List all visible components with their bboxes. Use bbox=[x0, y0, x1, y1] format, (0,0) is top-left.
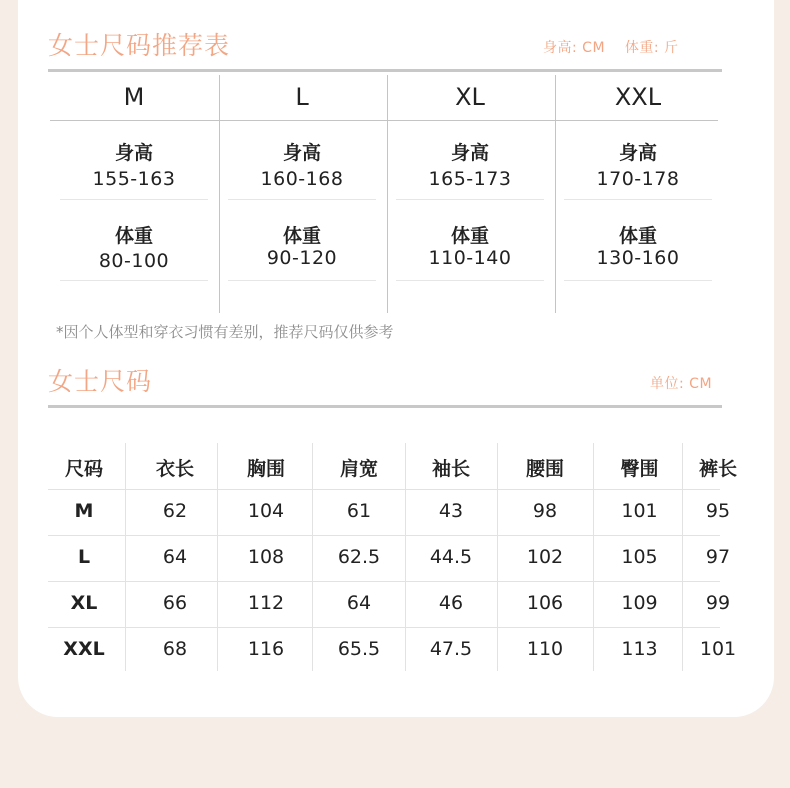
table-row-divider bbox=[48, 535, 720, 536]
row-divider bbox=[228, 199, 376, 200]
table-column-divider bbox=[497, 443, 498, 671]
table-row-divider bbox=[48, 489, 720, 490]
table-header-cell: 腰围 bbox=[525, 458, 564, 480]
size-label: L bbox=[295, 83, 309, 111]
column-divider bbox=[555, 75, 556, 313]
recommendation-units: 身高: CM 体重: 斤 bbox=[543, 40, 679, 56]
weight-range: 80-100 bbox=[98, 250, 170, 272]
height-label: 身高 bbox=[618, 142, 657, 164]
table-header-cell: 尺码 bbox=[64, 458, 103, 480]
table-cell: 95 bbox=[705, 500, 731, 522]
weight-range: 110-140 bbox=[428, 247, 512, 269]
table-cell: 62.5 bbox=[337, 546, 381, 568]
table-cell: 109 bbox=[621, 592, 658, 614]
row-divider bbox=[396, 199, 544, 200]
table-column-divider bbox=[682, 443, 683, 671]
table-header-cell: 衣长 bbox=[155, 458, 194, 480]
height-label: 身高 bbox=[450, 142, 489, 164]
table-column-divider bbox=[405, 443, 406, 671]
table-header-cell: 袖长 bbox=[431, 458, 470, 480]
table-cell: 102 bbox=[526, 546, 564, 568]
size-label: XL bbox=[455, 83, 485, 111]
weight-range: 90-120 bbox=[266, 247, 338, 269]
weight-label: 体重 bbox=[618, 225, 657, 247]
size-chart-rule bbox=[48, 405, 722, 408]
size-label: XXL bbox=[614, 83, 662, 111]
table-header-cell: 裤长 bbox=[698, 458, 737, 480]
table-cell: 43 bbox=[438, 500, 464, 522]
weight-range: 130-160 bbox=[596, 247, 680, 269]
table-column-divider bbox=[312, 443, 313, 671]
table-cell: 61 bbox=[346, 500, 372, 522]
weight-label: 体重 bbox=[114, 225, 153, 247]
table-row-divider bbox=[48, 627, 720, 628]
table-cell: 105 bbox=[621, 546, 658, 568]
recommendation-title: 女士尺码推荐表 bbox=[48, 31, 231, 60]
table-cell: 64 bbox=[162, 546, 188, 568]
weight-label: 体重 bbox=[282, 225, 321, 247]
table-header-cell: 肩宽 bbox=[339, 458, 378, 480]
table-size-cell: XL bbox=[70, 592, 98, 614]
height-label: 身高 bbox=[282, 142, 321, 164]
table-cell: 68 bbox=[162, 638, 188, 660]
height-label: 身高 bbox=[114, 142, 153, 164]
row-divider bbox=[60, 199, 208, 200]
height-range: 160-168 bbox=[260, 168, 344, 190]
table-column-divider bbox=[125, 443, 126, 671]
size-chart-title: 女士尺码 bbox=[48, 367, 153, 396]
row-divider bbox=[564, 280, 712, 281]
rec-column-xl bbox=[386, 75, 554, 313]
table-row-divider bbox=[48, 581, 720, 582]
table-cell: 113 bbox=[621, 638, 658, 660]
rec-column-l bbox=[218, 75, 386, 313]
column-divider bbox=[387, 75, 388, 313]
size-chart-unit: 单位: CM bbox=[650, 376, 713, 392]
table-cell: 99 bbox=[705, 592, 731, 614]
recommendation-grid bbox=[50, 75, 720, 313]
table-cell: 101 bbox=[621, 500, 658, 522]
table-size-cell: XXL bbox=[63, 638, 105, 660]
table-cell: 108 bbox=[247, 546, 285, 568]
table-cell: 64 bbox=[346, 592, 372, 614]
table-column-divider bbox=[593, 443, 594, 671]
row-divider bbox=[228, 280, 376, 281]
table-cell: 46 bbox=[438, 592, 464, 614]
height-range: 170-178 bbox=[596, 168, 680, 190]
table-size-cell: M bbox=[74, 500, 94, 522]
size-label: M bbox=[123, 83, 145, 111]
table-size-cell: L bbox=[77, 546, 91, 568]
row-divider bbox=[60, 280, 208, 281]
height-range: 155-163 bbox=[92, 168, 176, 190]
table-cell: 44.5 bbox=[429, 546, 473, 568]
table-column-divider bbox=[217, 443, 218, 671]
table-cell: 98 bbox=[532, 500, 558, 522]
table-header-cell: 胸围 bbox=[246, 458, 285, 480]
row-divider bbox=[564, 199, 712, 200]
table-cell: 104 bbox=[247, 500, 285, 522]
footnote: *因个人体型和穿衣习惯有差别，推荐尺码仅供参考 bbox=[56, 323, 394, 341]
recommendation-rule bbox=[48, 69, 722, 72]
rec-column-m bbox=[50, 75, 218, 313]
table-cell: 66 bbox=[162, 592, 188, 614]
weight-label: 体重 bbox=[450, 225, 489, 247]
table-cell: 62 bbox=[162, 500, 188, 522]
height-range: 165-173 bbox=[428, 168, 512, 190]
table-cell: 116 bbox=[247, 638, 285, 660]
table-cell: 101 bbox=[699, 638, 737, 660]
table-cell: 47.5 bbox=[429, 638, 473, 660]
table-cell: 65.5 bbox=[337, 638, 381, 660]
table-header-cell: 臀围 bbox=[620, 458, 659, 480]
table-cell: 110 bbox=[526, 638, 564, 660]
table-cell: 106 bbox=[526, 592, 564, 614]
rec-column-xxl bbox=[554, 75, 722, 313]
table-cell: 97 bbox=[705, 546, 731, 568]
row-divider bbox=[396, 280, 544, 281]
column-divider bbox=[219, 75, 220, 313]
table-cell: 112 bbox=[247, 592, 285, 614]
